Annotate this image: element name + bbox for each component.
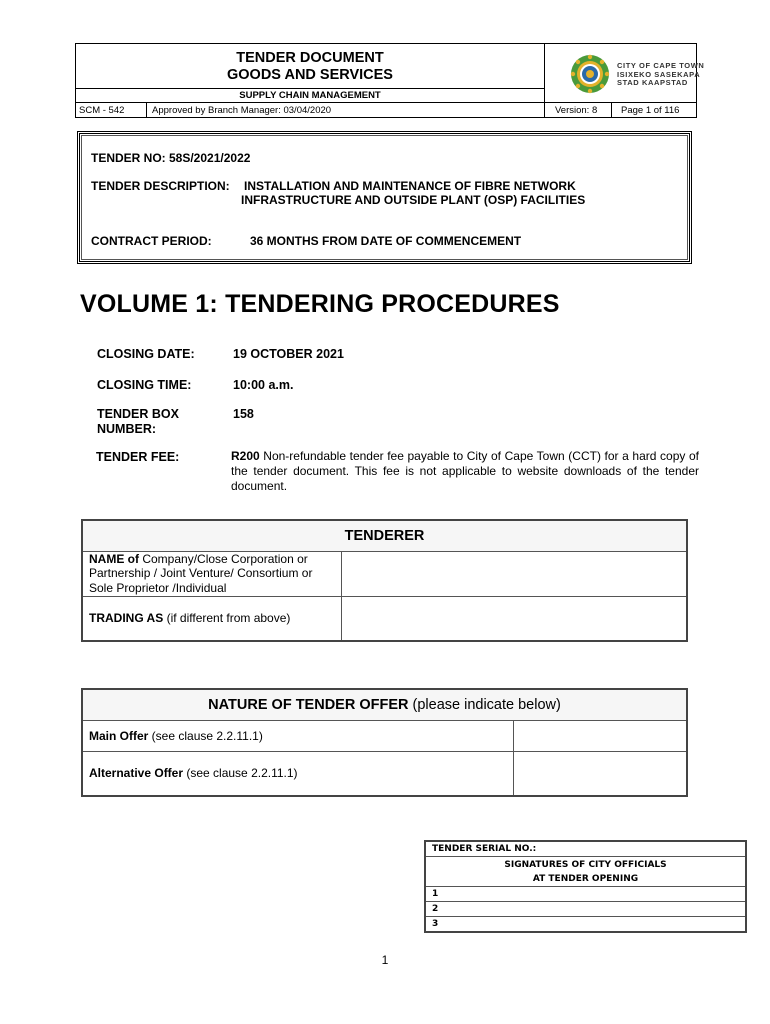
alternative-offer-label	[82, 751, 513, 796]
city-logo	[545, 44, 705, 103]
signatures-heading-line1: SIGNATURES OF CITY OFFICIALS	[504, 859, 667, 870]
serial-signatures-table	[424, 840, 747, 933]
signature-row[interactable]: 3	[425, 917, 746, 933]
header-subtitle: SUPPLY CHAIN MANAGEMENT	[76, 88, 544, 103]
trading-as-field[interactable]	[341, 596, 687, 641]
page-number: 1	[381, 953, 389, 967]
main-offer-label-bold: Main Offer	[89, 728, 149, 743]
trading-as-label-rest: (if different from above)	[163, 611, 291, 625]
city-seal-icon	[570, 54, 610, 94]
volume-title: VOLUME 1: TENDERING PROCEDURES	[80, 290, 560, 318]
tender-description-label: TENDER DESCRIPTION:	[91, 179, 230, 193]
tender-fee-description: Non-refundable tender fee payable to City of Cape Town (CCT) for a hard copy of the tender document. This fee is not applicable to website downloads of the tender document.	[231, 449, 699, 493]
alternative-offer-label-rest: (see clause 2.2.11.1)	[183, 766, 298, 781]
tenderer-name-label-rest: Company/Close Corporation or Partnership / Joint Venture/ Consortium or Sole Proprietor /Individual	[89, 551, 313, 595]
main-offer-label	[82, 720, 513, 751]
closing-date-label: CLOSING DATE:	[97, 347, 195, 361]
alternative-offer-field[interactable]	[513, 751, 687, 796]
tender-box-label-line2: NUMBER:	[97, 422, 157, 436]
signature-row[interactable]: 1	[425, 887, 746, 902]
signatures-heading-line2: AT TENDER OPENING	[532, 873, 639, 884]
contract-period-label: CONTRACT PERIOD:	[91, 234, 212, 248]
tenderer-table	[81, 519, 688, 642]
header-title-line2: GOODS AND SERVICES	[227, 67, 393, 83]
tender-fee-amount: R200	[231, 449, 260, 463]
header-title-cell	[76, 44, 545, 103]
logo-text	[617, 62, 704, 88]
document-code: SCM - 542	[76, 103, 147, 118]
tender-description-line2: INFRASTRUCTURE AND OUTSIDE PLANT (OSP) FACILITIES	[241, 193, 586, 207]
signatures-heading	[425, 857, 746, 887]
tender-summary-box	[77, 131, 692, 264]
closing-time-label: CLOSING TIME:	[97, 378, 192, 392]
logo-line3: STAD KAAPSTAD	[617, 78, 688, 87]
main-offer-field[interactable]	[513, 720, 687, 751]
tender-fee-text	[231, 449, 699, 494]
tender-description-line1: INSTALLATION AND MAINTENANCE OF FIBRE NETWORK	[244, 179, 576, 193]
nature-heading	[82, 689, 687, 720]
alternative-offer-label-bold: Alternative Offer	[89, 766, 184, 781]
logo-line1: CITY OF CAPE TOWN	[617, 61, 705, 70]
contract-period-value: 36 MONTHS FROM DATE OF COMMENCEMENT	[250, 234, 522, 248]
tenderer-name-field[interactable]	[341, 551, 687, 596]
main-offer-label-rest: (see clause 2.2.11.1)	[148, 728, 263, 743]
nature-heading-rest: (please indicate below)	[408, 696, 561, 713]
tender-box-number: 158	[233, 407, 254, 421]
nature-heading-bold: NATURE OF TENDER OFFER	[208, 696, 409, 713]
version-label: Version: 8	[545, 103, 612, 118]
tenderer-name-label-bold: NAME of	[89, 551, 139, 566]
nature-of-offer-table	[81, 688, 688, 797]
document-header	[75, 43, 705, 118]
tender-number: TENDER NO: 58S/2021/2022	[91, 151, 251, 165]
closing-time-value: 10:00 a.m.	[233, 378, 294, 392]
header-title	[76, 50, 544, 84]
trading-as-label-bold: TRADING AS	[89, 611, 164, 625]
tender-box-label-line1: TENDER BOX	[97, 407, 179, 421]
tender-fee-label: TENDER FEE:	[96, 450, 180, 464]
tenderer-name-label	[82, 551, 341, 596]
serial-number-label: TENDER SERIAL NO.:	[425, 841, 746, 857]
tenderer-heading: TENDERER	[82, 520, 687, 551]
tender-box-label	[97, 407, 179, 437]
trading-as-label	[82, 596, 341, 641]
header-meta-row	[76, 103, 696, 118]
signature-row[interactable]: 2	[425, 902, 746, 917]
logo-line2: ISIXEKO SASEKAPA	[617, 69, 701, 79]
approval-note: Approved by Branch Manager: 03/04/2020	[147, 103, 545, 118]
closing-date-value: 19 OCTOBER 2021	[233, 347, 344, 361]
header-title-line1: TENDER DOCUMENT	[236, 50, 384, 66]
page-count: Page 1 of 116	[621, 105, 680, 116]
